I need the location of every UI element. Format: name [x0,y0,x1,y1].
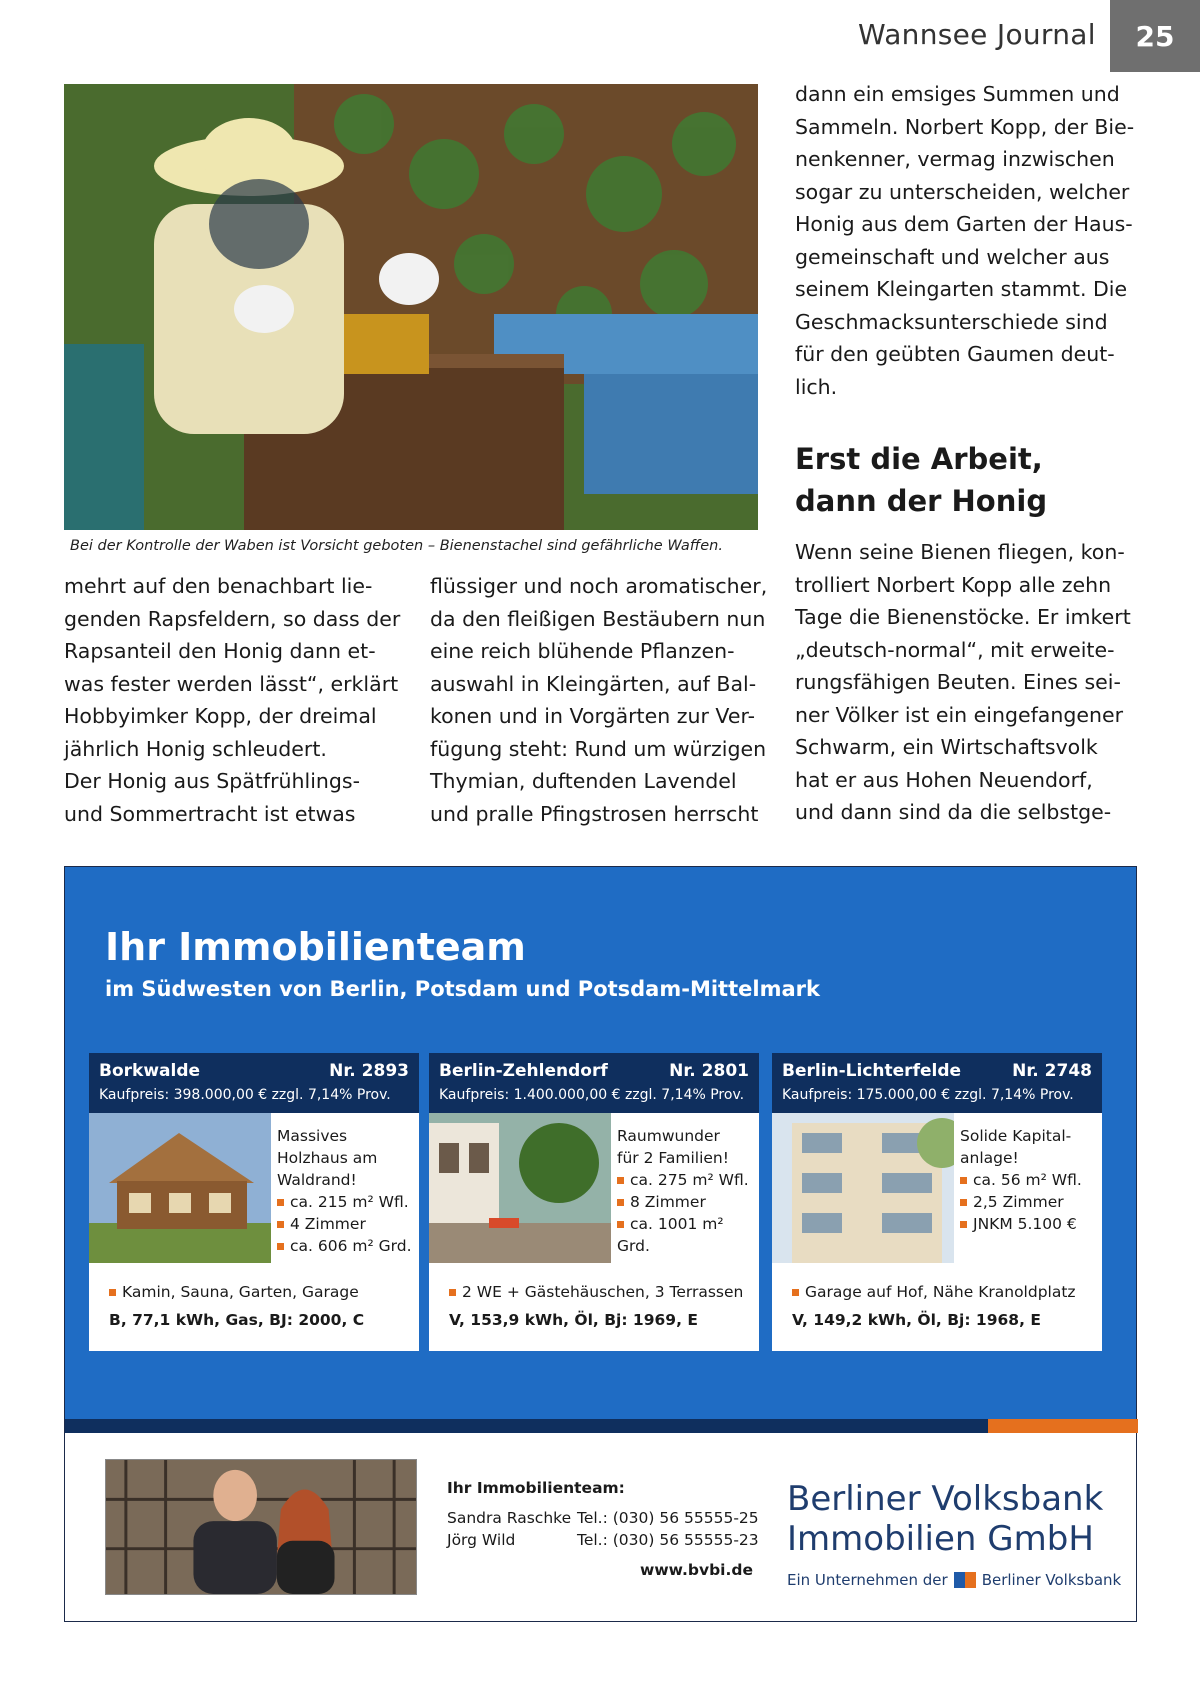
team-photo [105,1459,417,1595]
listing-number: Nr. 2748 [1012,1061,1092,1081]
bullet-square-icon [277,1199,284,1206]
brand-logo [787,1479,1121,1589]
bullet-square-icon [617,1177,624,1184]
bullet-text: JNKM 5.100 € [973,1215,1077,1233]
listing-energy: V, 149,2 kWh, Öl, Bj: 1968, E [792,1311,1041,1329]
bullet-text: ca. 606 m² Grd. [290,1237,412,1255]
brand-tagline [787,1571,1121,1589]
ad-subtitle: im Südwesten von Berlin, Potsdam und Potsdam-Mittelmark [105,977,820,1001]
listing-energy: V, 153,9 kWh, Öl, Bj: 1969, E [449,1311,698,1329]
bullet-text: 4 Zimmer [290,1215,366,1233]
bullet-text: ca. 1001 m² Grd. [617,1215,724,1255]
bullet-text: ca. 56 m² Wfl. [973,1171,1082,1189]
article-column-2 [430,570,780,830]
listing-details [617,1125,757,1257]
bullet-square-icon [960,1177,967,1184]
bullet-square-icon [617,1221,624,1228]
article-column-3-top [795,78,1140,403]
listing-card[interactable] [89,1053,419,1351]
listing-bullet [960,1213,1100,1235]
contact-phone[interactable]: Tel.: (030) 56 55555-23 [577,1531,759,1549]
bullet-text: 2,5 Zimmer [973,1193,1064,1211]
brand-name-line1: Berliner Volksbank [787,1479,1104,1519]
listing-header [429,1053,759,1113]
bullet-square-icon [617,1199,624,1206]
listing-card[interactable] [772,1053,1102,1351]
listing-bullet [617,1169,757,1191]
real-estate-advertisement [64,866,1137,1622]
contact-name: Jörg Wild [447,1531,516,1549]
bullet-text: ca. 215 m² Wfl. [290,1193,409,1211]
listing-number: Nr. 2801 [669,1061,749,1081]
contact-row [447,1507,759,1529]
brand-name-line2: Immobilien GmbH [787,1519,1094,1559]
page-number: 25 [1110,0,1200,72]
listing-card[interactable] [429,1053,759,1351]
bullet-square-icon [792,1289,799,1296]
listing-city: Berlin-Lichterfelde [782,1061,962,1081]
listing-city: Borkwalde [99,1061,201,1081]
listing-header [89,1053,419,1113]
extras-text: Kamin, Sauna, Garten, Garage [122,1283,359,1301]
listing-bullet [277,1235,417,1257]
brand-tagline-bank: Berliner Volksbank [981,1571,1122,1589]
listing-bullet [617,1191,757,1213]
listing-details [277,1125,417,1257]
listing-price: Kaufpreis: 175.000,00 € zzgl. 7,14% Prov. [782,1087,1074,1103]
contact-label: Ihr Immobilienteam: [447,1479,625,1497]
contact-name: Sandra Raschke [447,1509,572,1527]
brand-tagline-text: Ein Unternehmen der [787,1571,948,1589]
listing-number: Nr. 2893 [329,1061,409,1081]
volksbank-logo-icon [954,1572,976,1588]
bullet-square-icon [960,1199,967,1206]
bullet-text: 8 Zimmer [630,1193,706,1211]
photo-caption: Bei der Kontrolle der Waben ist Vorsicht geboten – Bienenstachel sind gefährliche Waffen. [70,538,723,554]
listing-photo [772,1113,954,1263]
article-text: mehrt auf den benachbart lie- genden Rapsfeldern, so dass der Rapsanteil den Honig dann et- was fester werden lässt“, erklärt Hobbyimker Kopp, der dreimal jährlich Honig schleudert. Der Honig aus Spätfrühlings- und Sommertracht ist etwas [64,574,401,826]
listing-price: Kaufpreis: 1.400.000,00 € zzgl. 7,14% Prov. [439,1087,745,1103]
extras-text: Garage auf Hof, Nähe Kranoldplatz [805,1283,1076,1301]
article-text: dann ein emsiges Summen und Sammeln. Norbert Kopp, der Bie- nenkenner, vermag inzwischen sogar zu unterscheiden, welcher Honig aus dem Garten der Haus- gemeinschaft und welcher aus seinem Kleingarten stammt. Die Geschmacksunterschiede sind für den geübten Gaumen deut- lich. [795,82,1135,399]
listing-bullet [960,1191,1100,1213]
divider-bar-orange [988,1419,1138,1433]
contact-block [447,1479,759,1579]
listing-city: Berlin-Zehlendorf [439,1061,608,1081]
listing-extras [792,1283,1076,1301]
listing-headline: Massives Holzhaus am Waldrand! [277,1127,378,1189]
bullet-square-icon [277,1243,284,1250]
listing-extras [109,1283,359,1301]
journal-title: Wannsee Journal [858,18,1096,51]
listing-energy: B, 77,1 kWh, Gas, BJ: 2000, C [109,1311,365,1329]
listing-details [960,1125,1100,1235]
article-column-3-bottom [795,536,1140,829]
article-column-1 [64,570,414,830]
listing-headline: Raumwunder für 2 Familien! [617,1127,729,1167]
beekeeper-photo [64,84,758,530]
contact-row [447,1529,759,1551]
extras-text: 2 WE + Gästehäuschen, 3 Terrassen [462,1283,744,1301]
ad-title: Ihr Immobilienteam [105,925,526,969]
bullet-square-icon [109,1289,116,1296]
listing-header [772,1053,1102,1113]
listing-photo [89,1113,271,1263]
website-link[interactable]: www.bvbi.de [640,1561,753,1579]
listing-bullet [617,1213,757,1257]
listing-extras [449,1283,743,1301]
article-text: Wenn seine Bienen fliegen, kon- trolliert Norbert Kopp alle zehn Tage die Bienenstöcke. Er imkert „deutsch-normal“, mit erweite- rungsfähigen Beuten. Eines sei- ner Völker ist ein eingefangener Schwarm, ein Wirtschaftsvolk hat er aus Hohen Neuendorf, und dann sind da die selbstge- [795,540,1131,824]
listing-headline: Solide Kapital- anlage! [960,1127,1072,1167]
listing-bullet [960,1169,1100,1191]
article-text: flüssiger und noch aromatischer, da den fleißigen Bestäubern nun eine reich blühende Pflanzen- auswahl in Kleingärten, auf Bal- konen und in Vorgärten zur Ver- fügung steht: Rund um würzigen Thymian, duftenden Lavendel und pralle Pfingstrosen herrscht [430,574,768,826]
listing-photo [429,1113,611,1263]
bullet-square-icon [277,1221,284,1228]
divider-bar-navy [65,1419,988,1433]
article-subheading: Erst die Arbeit, dann der Honig [795,442,1048,518]
listing-bullet [277,1213,417,1235]
listing-bullet [277,1191,417,1213]
listing-price: Kaufpreis: 398.000,00 € zzgl. 7,14% Prov. [99,1087,391,1103]
bullet-square-icon [960,1221,967,1228]
contact-phone[interactable]: Tel.: (030) 56 55555-25 [577,1509,759,1527]
bullet-text: ca. 275 m² Wfl. [630,1171,749,1189]
bullet-square-icon [449,1289,456,1296]
